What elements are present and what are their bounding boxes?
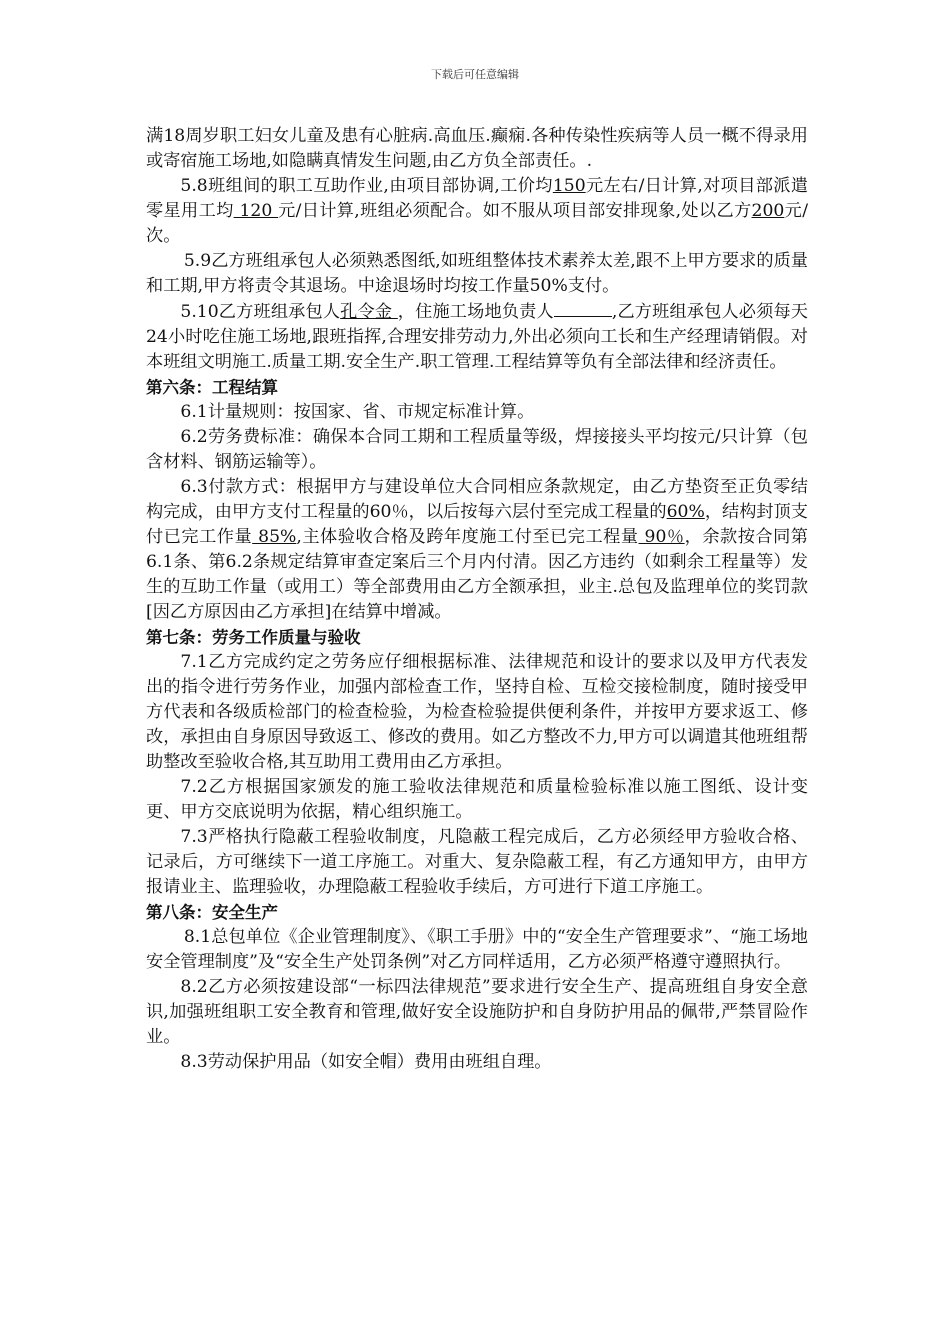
clause-8-3: 8.3劳动保护用品（如安全帽）费用由班组自理。 — [180, 1052, 552, 1072]
text: ,乙方班组承包人必须每天24小时吃住施工场地,跟班指挥,合理安排劳动力,外出必须向工长和生产经理请销假。对本班组文明施工.质量工期.安全生产.职工管理.工程结算等负有全部法律和经济责任。 — [146, 302, 808, 372]
text: ,主体验收合格及跨年度施工付至已完工程量 — [296, 527, 639, 547]
clause-6-2: 6.2劳务费标准：确保本合同工期和工程质量等级，焊接接头平均按元/只计算（包含材料、钢筋运输等）。 — [146, 427, 808, 472]
text: ，余款按合同第6.1条、第6.2条规定结算审查定案后三个月内付清。因乙方违约（如剩余工程量等）发生的互助工作量（或用工）等全部费用由乙方全额承担，业主.总包及监理单位的奖罚款[因乙方原因由乙方承担]在结算中增减。 — [146, 527, 808, 622]
clause-7-2: 7.2乙方根据国家颁发的施工验收法律规范和质量检验标准以施工图纸、设计变更、甲方交底说明为依据，精心组织施工。 — [146, 777, 808, 822]
text: 元左右/日计算,对项目部派遣零星用工均 — [146, 176, 808, 221]
text: 元/次。 — [146, 201, 808, 246]
section-8-title: 第八条：安全生产 — [146, 903, 278, 922]
page-header-note: 下载后可任意编辑 — [431, 68, 519, 81]
clause-5-10 — [146, 299, 808, 375]
text: ，住施工场地负责人 — [397, 302, 554, 322]
clause-6-1: 6.1计量规则：按国家、省、市规定标准计算。 — [180, 402, 535, 422]
percent-value: 60% — [666, 502, 705, 522]
text: ，结构封顶支付已完工作量 — [146, 502, 808, 547]
section-6-title: 第六条：工程结算 — [146, 378, 278, 397]
clause-7-3: 7.3严格执行隐蔽工程验收制度，凡隐蔽工程完成后，乙方必须经甲方验收合格、记录后，方可继续下一道工序施工。对重大、复杂隐蔽工程，有乙方通知甲方，由甲方报请业主、监理验收，办理隐蔽工程验收手续后，方可进行下道工序施工。 — [146, 827, 808, 897]
blank-field — [554, 299, 612, 317]
document-body — [146, 124, 808, 1075]
section-7-title: 第七条：劳务工作质量与验收 — [146, 628, 361, 647]
text: 元/日计算,班组必须配合。如不服从项目部安排现象,处以乙方 — [278, 201, 752, 221]
paragraph-continuation: 满18周岁职工妇女儿童及患有心脏病.高血压.癫痫.各种传染性疾病等人员一概不得录用或寄宿施工场地,如隐瞒真情发生问题,由乙方负全部责任。. — [146, 126, 808, 171]
dispatch-wage-value: 120 — [233, 201, 279, 221]
text: 5.10乙方班组承包人 — [180, 302, 341, 322]
text: 5.8班组间的职工互助作业,由项目部协调,工价均 — [180, 176, 553, 196]
clause-7-1: 7.1乙方完成约定之劳务应仔细根据标准、法律规范和设计的要求以及甲方代表发出的指令进行劳务作业，加强内部检查工作，坚持自检、互检交接检制度，随时接受甲方代表和各级质检部门的检查检验，为检查检验提供便利条件，并按甲方要求返工、修改，承担由自身原因导致返工、修改的费用。如乙方整改不力,甲方可以调遣其他班组帮助整改至验收合格,其互助用工费用由乙方承担。 — [146, 652, 808, 772]
clause-6-3 — [146, 475, 808, 625]
clause-5-8 — [146, 174, 808, 249]
wage-value: 150 — [552, 176, 586, 196]
penalty-value: 200 — [751, 201, 785, 221]
percent-value: 90％ — [638, 527, 685, 547]
clause-5-9: 5.9乙方班组承包人必须熟悉图纸,如班组整体技术素养太差,跟不上甲方要求的质量和工期,甲方将责令其退场。中途退场时均按工作量50%支付。 — [146, 251, 808, 296]
percent-value: 85% — [252, 527, 297, 547]
text: 6.3付款方式：根据甲方与建设单位大合同相应条款规定，由乙方垫资至正负零结构完成，由甲方支付工程量的60％，以后按每六层付至完成工程量的 — [146, 477, 808, 522]
contractor-name: 孔令金 — [340, 302, 398, 322]
clause-8-2: 8.2乙方必须按建设部“一标四法律规范”要求进行安全生产、提高班组自身安全意识,加强班组职工安全教育和管理,做好安全设施防护和自身防护用品的佩带,严禁冒险作业。 — [146, 977, 808, 1047]
clause-8-1: 8.1总包单位《企业管理制度》、《职工手册》中的“安全生产管理要求”、“施工场地安全管理制度”及“安全生产处罚条例”对乙方同样适用，乙方必须严格遵守遵照执行。 — [146, 927, 808, 972]
